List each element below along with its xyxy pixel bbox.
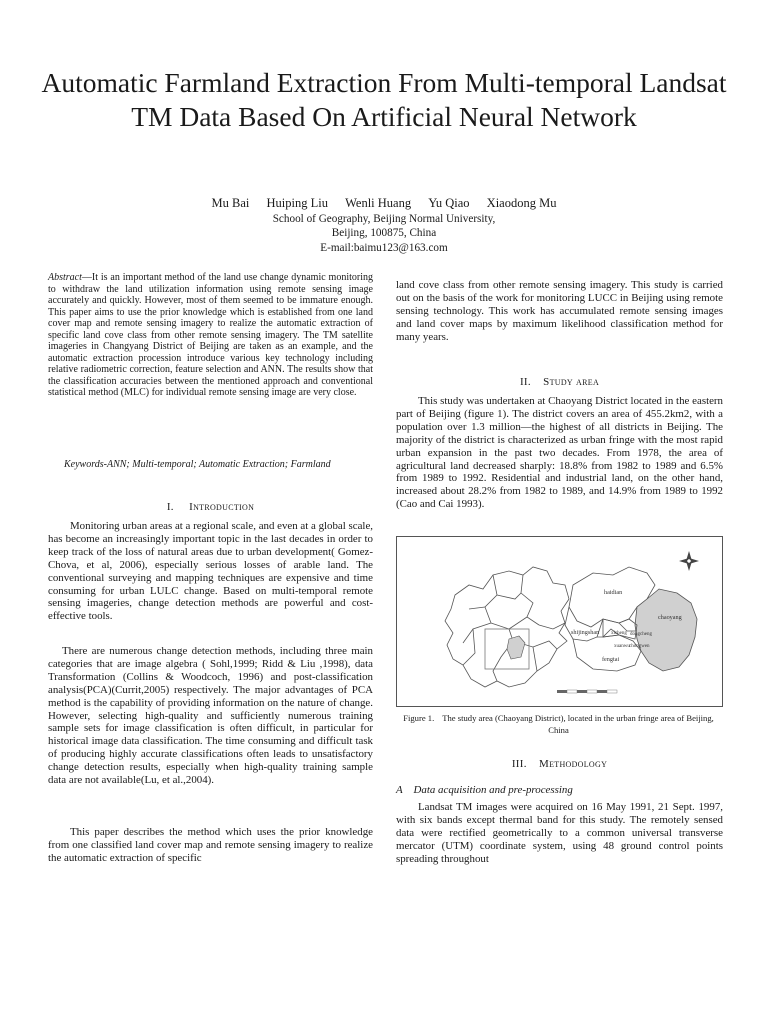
paragraph: This paper describes the method which uses the prior knowledge from one classified land cover map and remote sensing imagery to realize the automatic extraction of specific [48, 826, 373, 864]
map-label: fengtai [602, 656, 620, 663]
abstract [48, 272, 373, 399]
abstract-text: —It is an important method of the land use change dynamic monitoring to withdraw the land utilization information using remote sensing image accurately and quickly. However, most of them seemed to be immature enough. This paper aims to use the prior knowledge which is established from one land cover map and remote sensing imagery to realize the automatic extraction of specific land cove class from other remote sensing imagery. The TM satellite imageries in Changyang District of Beijing are taken as an example, and the automatic extraction procession introduce various key technology including relative radiometric correction, feature selection and ANN. The results show that the classification accuracies between the mentioned approach and conventional statistical method (MLC) for individual remote sensing image are very close. [48, 272, 373, 399]
author-name: Huiping Liu [266, 196, 328, 210]
map-label: dongcheng [630, 632, 652, 637]
affiliation-line: Beijing, 100875, China [331, 227, 437, 240]
section-heading-methodology [396, 758, 723, 770]
scale-bar [557, 690, 617, 693]
north-arrow-icon [679, 551, 699, 571]
author-name: Yu Qiao [428, 196, 470, 210]
author-name: Xiaodong Mu [486, 196, 557, 210]
paragraph: Monitoring urban areas at a regional scale, and even at a global scale, has become an increasingly important topic in the last decades in order to keep track of the loss of natural areas due to urban development( Gomez-Chova, et al, 2006), especially serious losses of arable land. The conventional surveying and mapping techniques are expensive and time consuming for urban LULC change. Based on multi-temporal remote sensing imageries, change detection methods are powerful and cost-effective tools. [48, 520, 373, 623]
author-name: Mu Bai [211, 196, 250, 210]
beijing-map-image [397, 537, 722, 706]
section-number: I. [166, 501, 174, 513]
subsection-number: A [396, 784, 403, 796]
map-label: chaoyang [658, 614, 682, 621]
subsection-title: Data acquisition and pre-processing [413, 784, 573, 796]
paragraph: There are numerous change detection methods, including three main categories that are image algebra ( Sohl,1999; Ridd & Liu ,1998), data Transformation (Collins & Woodcoch, 1996) and post-classification analysis(PCA)(Currit,2005) respectively. The major advantages of PCA method is the capability of providing information on the nature of change. However, selecting high-quality and sufficiently numerous training sample sets for image classification is often difficult, in particular for historical image data classification. The time consuming and difficult task of producing highly accurate classifications often leads to unsatisfactory change detection results, especially when high-quality training sample data are not available(Lu, et al.,2004). [48, 645, 373, 787]
section-heading-introduction [48, 501, 373, 513]
abstract-label: Abstract [48, 272, 82, 283]
chaoyang-district-shape [635, 589, 697, 671]
map-label: xicheng [611, 631, 627, 636]
figure-caption-label: Figure 1. [403, 713, 435, 723]
keywords-line: Keywords-ANN; Multi-temporal; Automatic Extraction; [64, 459, 289, 470]
map-label: chongwen [629, 644, 650, 649]
paragraph: land cove class from other remote sensing imagery. This study is carried out on the basis of the work for monitoring LUCC in Beijing using remote sensing technology. This work has accumulated remote sensing images and land cover maps by maximum likelihood classification method for many years. [396, 279, 723, 343]
author-list [0, 195, 768, 211]
map-label: haidian [604, 589, 623, 596]
keywords-line: Farmland [290, 459, 331, 470]
section-title: Introduction [189, 501, 255, 513]
paragraph: Landsat TM images were acquired on 16 May 1991, 21 Sept. 1997, with six bands except thermal band for this study. The remotely sensed data were rectified geometrically to a common universal transverse mercator (UTM) coordinate system, using 48 ground control points spreading throughout [396, 801, 723, 865]
chaoyang-highlight-small [507, 636, 525, 659]
keywords [48, 459, 373, 471]
author-email: E-mail:baimu123@163.com [320, 241, 448, 254]
affiliation [0, 212, 768, 255]
author-name: Wenli Huang [345, 196, 412, 210]
affiliation-line: School of Geography, Beijing Normal University, [272, 213, 496, 225]
paragraph: This study was undertaken at Chaoyang District located in the eastern part of Beijing (figure 1). The district covers an area of 455.2km2, with a population over 1.3 million—the highest of all districts in Beijing. The majority of the district is characterized as urban fringe with the most rapid urban expansion in the past two decades. From 1978, the area of agricultural land decreased sharply: 18.8% from 1982 to 1989 and 6.5% from 1989 to 1992. Residential and industrial land, on the other hand, increased about 28.2% from 1982 to 1989, and 14.9% from 1989 to 1992 (Cao and Cai 1993). [396, 395, 723, 511]
section-number: III. [511, 758, 527, 770]
map-label: shijingshan [571, 629, 600, 636]
section-number: II. [519, 376, 531, 388]
section-title: Study area [543, 376, 600, 388]
subsection-heading [396, 784, 723, 796]
figure-caption-text: The study area (Chaoyang District), located in the urban fringe area of Beijing, China [442, 713, 714, 735]
paper-title: Automatic Farmland Extraction From Multi-temporal Landsat TM Data Based On Artificial Neural Network [41, 67, 727, 132]
map-label: xuanwu [614, 644, 630, 649]
figure-caption [396, 713, 721, 736]
section-heading-study-area [396, 376, 723, 388]
section-title: Methodology [538, 758, 608, 770]
study-area-figure [396, 536, 723, 707]
